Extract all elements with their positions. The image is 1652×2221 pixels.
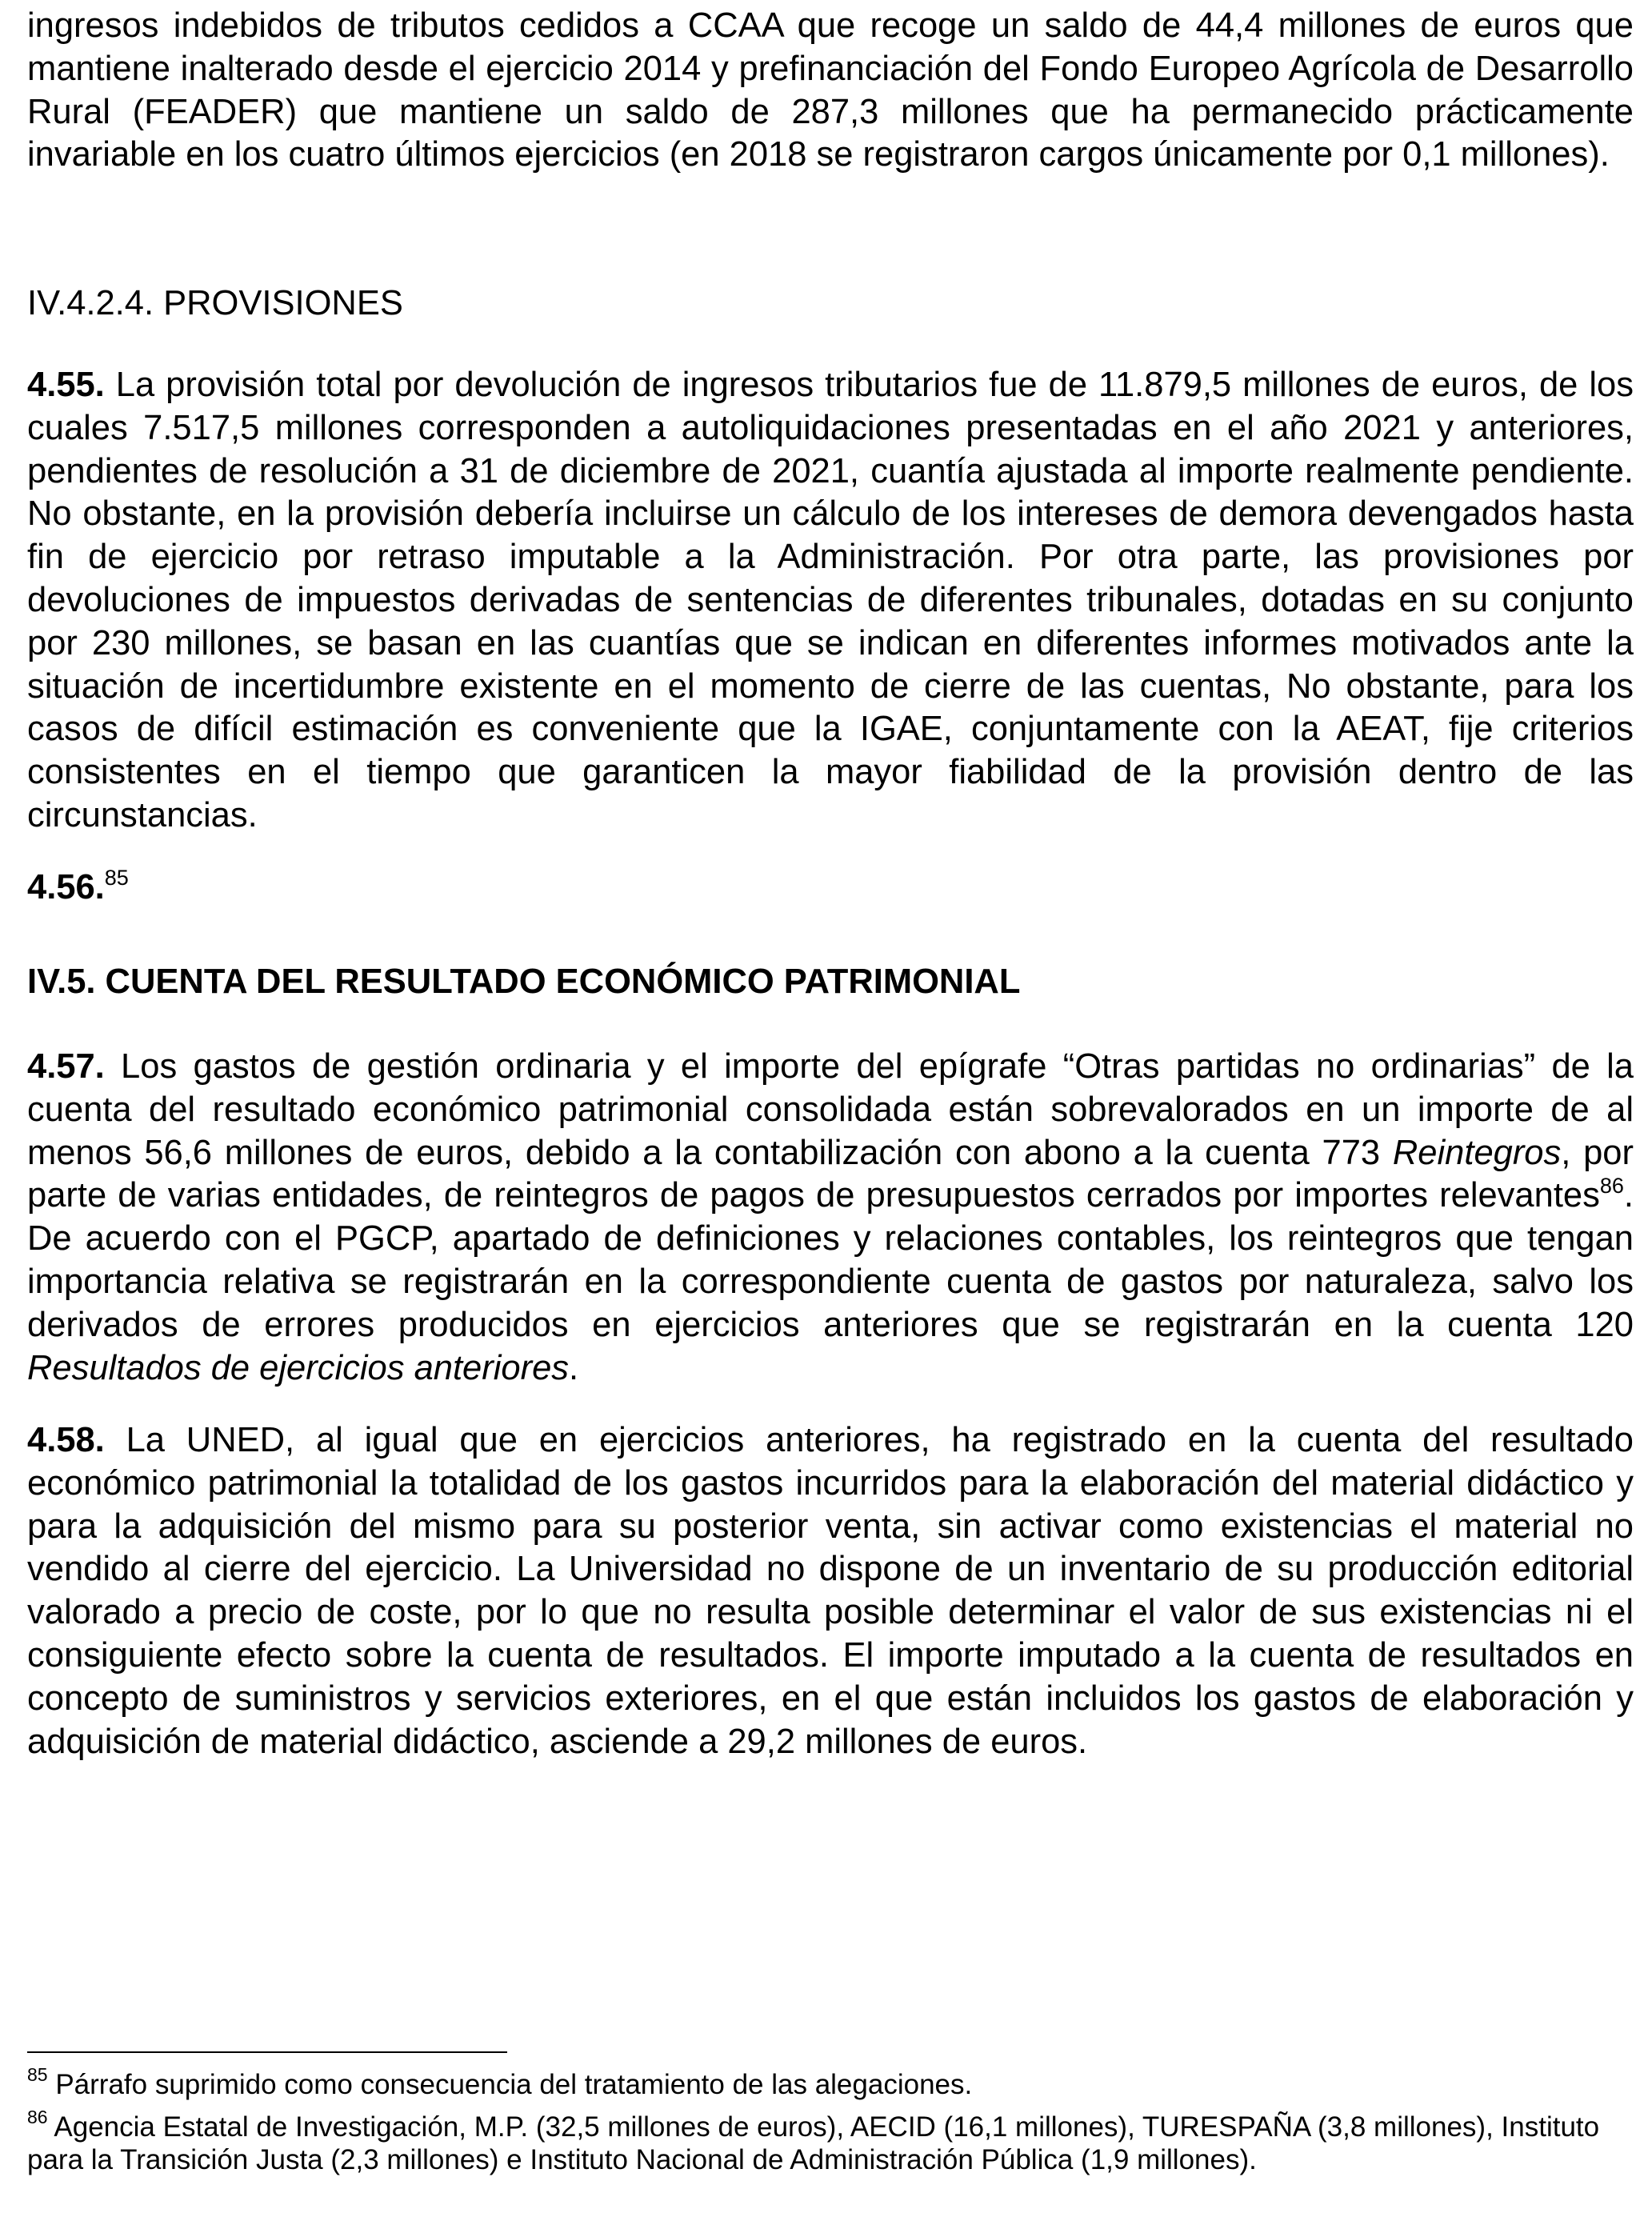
- section-heading-cuenta-resultado: IV.5. CUENTA DEL RESULTADO ECONÓMICO PATRIMONIAL: [27, 962, 1021, 1001]
- footnote-ref-85[interactable]: 85: [104, 865, 129, 890]
- footnotes: [27, 2064, 1634, 2176]
- paragraph-number: 4.55.: [27, 366, 105, 404]
- footnote-text: Párrafo suprimido como consecuencia del tratamiento de las alegaciones.: [47, 2069, 973, 2100]
- paragraph-number: 4.58.: [27, 1421, 105, 1459]
- section-heading-provisiones: IV.4.2.4. PROVISIONES: [27, 284, 403, 322]
- paragraph-continued: ingresos indebidos de tributos cedidos a CCAA que recoge un saldo de 44,4 millones de euros que mantiene inalterado desde el ejercicio 2014 y prefinanciación del Fondo Europeo Agrícola de Desarrollo Rural (FEADER) que mantiene un saldo de 287,3 millones que ha permanecido prácticamente invariable en los cuatro últimos ejercicios (en 2018 se registraron cargos únicamente por 0,1 millones).: [27, 6, 1634, 174]
- footnote-ref-86[interactable]: 86: [1599, 1173, 1624, 1198]
- footnote-85: [27, 2064, 1634, 2101]
- paragraph-4-58: [27, 1419, 1634, 1763]
- paragraph-4-56: [27, 866, 1634, 910]
- footnote-number: 85: [27, 2064, 48, 2086]
- paragraph-text: La provisión total por devolución de ingresos tributarios fue de 11.879,5 millones de euros, de los cuales 7.517,5 millones corresponden a autoliquidaciones presentadas en el año 2021 y anteriores, pendientes de resolución a 31 de diciembre de 2021, cuantía ajustada al importe realmente pendiente. No obstante, en la provisión debería incluirse un cálculo de los intereses de demora devengados hasta fin de ejercicio por retraso imputable a la Administración. Por otra parte, las provisiones por devoluciones de impuestos derivadas de sentencias de diferentes tribunales, dotadas en su conjunto por 230 millones, se basan en las cuantías que se indican en diferentes informes motivados ante la situación de incertidumbre existente en el momento de cierre de las cuentas, No obstante, para los casos de difícil estimación es conveniente que la IGAE, conjuntamente con la AEAT, fije criterios consistentes en el tiempo que garanticen la mayor fiabilidad de la provisión dentro de las circunstancias.: [27, 366, 1634, 834]
- italic-account-name: Reintegros: [1392, 1133, 1562, 1172]
- footnote-text: Agencia Estatal de Investigación, M.P. (32,5 millones de euros), AECID (16,1 millones), TURESPAÑA (3,8 millones), Instituto para la Transición Justa (2,3 millones) e Instituto Nacional de Administración Pública (1,9 millones).: [27, 2111, 1600, 2175]
- paragraph-number: 4.56.: [27, 868, 105, 906]
- paragraph-text: . De acuerdo con el PGCP, apartado de definiciones y relaciones contables, los reintegros que tengan importancia relativa se registrarán en la correspondiente cuenta de gastos por naturaleza, salvo los derivados de errores producidos en ejercicios anteriores que se registrarán en la cuenta 120: [27, 1176, 1634, 1344]
- italic-account-name: Resultados de ejercicios anteriores: [27, 1348, 570, 1387]
- paragraph-text: Los gastos de gestión ordinaria y el importe del epígrafe “Otras partidas no ordinarias” de la cuenta del resultado económico patrimonial consolidada están sobrevalorados en un importe de al menos 56,6 millones de euros, debido a la contabilización con abono a la cuenta 773: [27, 1047, 1634, 1172]
- paragraph-text: .: [569, 1348, 579, 1387]
- paragraph-4-55: [27, 364, 1634, 838]
- paragraph-4-57: [27, 1046, 1634, 1390]
- paragraph-text: La UNED, al igual que en ejercicios anteriores, ha registrado en la cuenta del resultado económico patrimonial la totalidad de los gastos incurridos para la elaboración del material didáctico y para la adquisición del mismo para su posterior venta, sin activar como existencias el material no vendido al cierre del ejercicio. La Universidad no dispone de un inventario de su producción editorial valorado a precio de coste, por lo que no resulta posible determinar el valor de sus existencias ni el consiguiente efecto sobre la cuenta de resultados. El importe imputado a la cuenta de resultados en concepto de suministros y servicios exteriores, en el que están incluidos los gastos de elaboración y adquisición de material didáctico, asciende a 29,2 millones de euros.: [27, 1421, 1634, 1761]
- paragraph-text: , por parte de varias entidades, de reintegros de pagos de presupuestos cerrados por importes relevantes: [27, 1133, 1634, 1215]
- footnote-number: 86: [27, 2107, 48, 2128]
- footnote-separator: [27, 2051, 507, 2053]
- paragraph-number: 4.57.: [27, 1047, 105, 1086]
- footnote-86: [27, 2107, 1634, 2176]
